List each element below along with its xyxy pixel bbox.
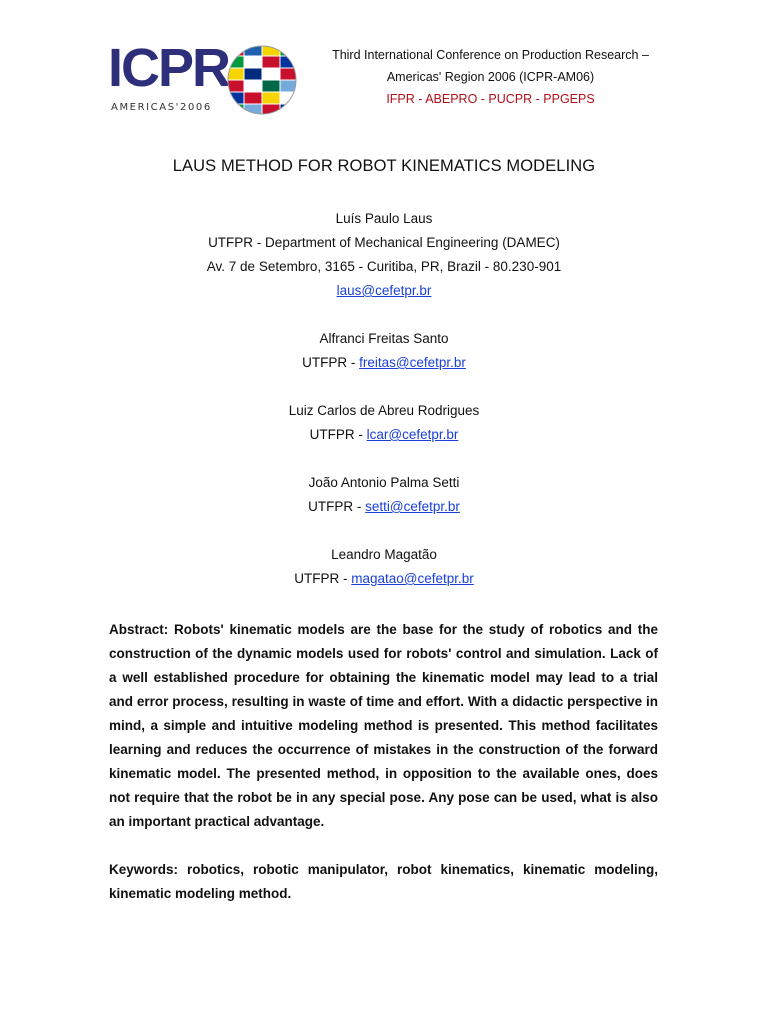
logo-text: ICPR (108, 38, 230, 98)
author-name: Alfranci Freitas Santo (319, 331, 449, 346)
author-address: Av. 7 de Setembro, 3165 - Curitiba, PR, Brazil - 80.230-901 (206, 259, 562, 274)
paper-title: LAUS METHOD FOR ROBOT KINEMATICS MODELING (172, 157, 596, 175)
icpr-logo (108, 38, 298, 120)
author-email-link[interactable]: magatao@cefetpr.br (351, 571, 474, 586)
author-email-link[interactable]: freitas@cefetpr.br (359, 355, 466, 370)
author-affiliation: UTFPR - Department of Mechanical Engineering (DAMEC) (208, 235, 560, 250)
author-name: Luís Paulo Laus (335, 211, 433, 226)
conference-line-2: Americas' Region 2006 (ICPR-AM06) (386, 70, 595, 84)
author-affiliation: UTFPR - (309, 427, 367, 442)
author-email-link[interactable]: setti@cefetpr.br (365, 499, 460, 514)
author-name: João Antonio Palma Setti (308, 475, 460, 490)
abstract-paragraph: Abstract: Robots' kinematic models are the base for the study of robotics and the construction of the dynamic models used for robots' control and simulation. Lack of a well established procedure for obtaining the kinematic model may lead to a trial and error process, resulting in waste of time and effort. With a didactic perspective in mind, a simple and intuitive modeling method is presented. This method facilitates learning and reduces the occurrence of mistakes in the construction of the forward kinematic model. The presented method, in opposition to the available ones, does not require that the robot be in any special pose. Any pose can be used, what is also an important practical advantage. (109, 622, 658, 829)
author-email-link[interactable]: lcar@cefetpr.br (366, 427, 459, 442)
keywords-paragraph: Keywords: robotics, robotic manipulator, robot kinematics, kinematic modeling, kinematic modeling method. (109, 862, 658, 901)
flags-globe-icon (226, 44, 298, 116)
author-affiliation: UTFPR - (308, 499, 366, 514)
organizers: IFPR - ABEPRO - PUCPR - PPGEPS (386, 92, 595, 106)
author-email-link[interactable]: laus@cefetpr.br (336, 283, 432, 298)
author-affiliation: UTFPR - (302, 355, 360, 370)
conference-line-1: Third International Conference on Production Research – (332, 48, 649, 62)
author-name: Luiz Carlos de Abreu Rodrigues (288, 403, 480, 418)
author-affiliation: UTFPR - (294, 571, 352, 586)
logo-subtitle: AMERICAS'2006 (111, 102, 212, 113)
conference-info (318, 44, 663, 110)
author-name: Leandro Magatão (331, 547, 437, 562)
author-block (0, 207, 768, 591)
